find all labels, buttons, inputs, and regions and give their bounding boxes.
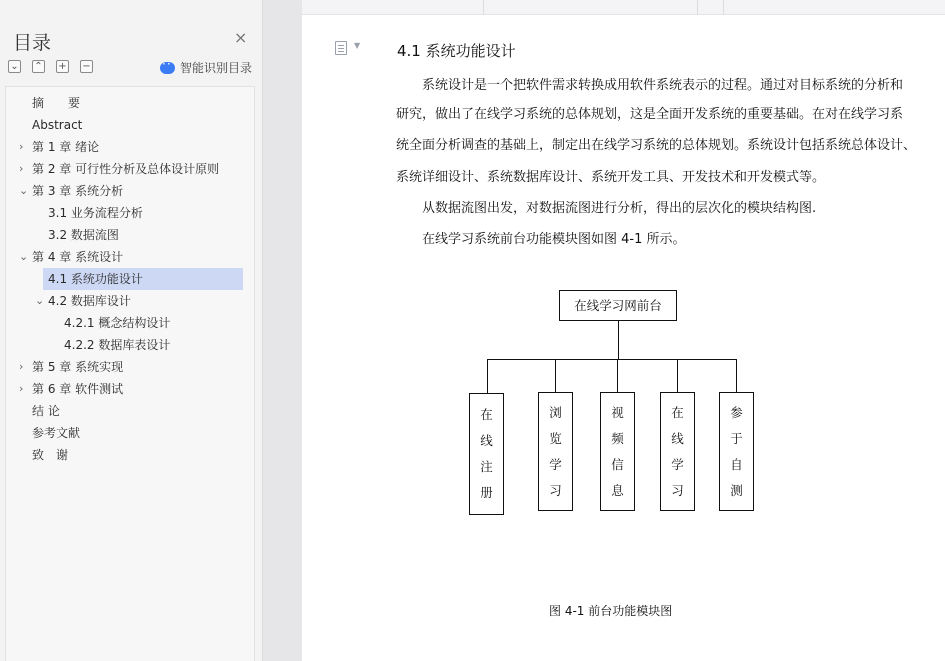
collapse-all-icon[interactable]: ⌄ [8, 60, 21, 73]
diagram-child-box: 在 线 学 习 [660, 392, 695, 511]
diagram-child-box: 浏 览 学 习 [538, 392, 573, 511]
toc-item-label: 第 4 章 系统设计 [32, 250, 124, 264]
paragraph-line: 从数据流图出发，对数据流图进行分析，得出的层次化的模块结构图. [422, 201, 817, 216]
toc-panel [0, 0, 263, 661]
toc-item[interactable] [32, 114, 82, 136]
chevron-right-icon[interactable]: › [19, 360, 24, 373]
smart-toc-button[interactable] [160, 59, 252, 76]
expand-up-icon[interactable]: ⌃ [32, 60, 45, 73]
toc-item[interactable] [48, 202, 143, 224]
paragraph-line: 研究，做出了在线学习系统的总体规划，这是全面开发系统的重要基础。在对在线学习系 [396, 107, 904, 122]
paragraph-line: 在线学习系统前台功能模块图如图 4-1 所示。 [422, 232, 686, 247]
close-icon[interactable]: × [234, 28, 248, 47]
diagram-connector [677, 359, 678, 392]
toc-item-label: 结 论 [32, 404, 60, 418]
toc-item-label: 第 3 章 系统分析 [32, 184, 124, 198]
figure-caption: 图 4-1 前台功能模块图 [549, 604, 673, 618]
toc-item[interactable] [32, 444, 68, 466]
toc-title: 目录 [13, 32, 52, 54]
remove-level-icon[interactable]: − [80, 60, 93, 73]
toc-item-label: 第 2 章 可行性分析及总体设计原则 [32, 162, 220, 176]
diagram-connector [487, 359, 488, 393]
smart-toc-label: 智能识别目录 [180, 61, 253, 75]
diagram-connector [617, 359, 618, 392]
section-heading: 4.1 系统功能设计 [397, 42, 516, 60]
paragraph-line: 系统详细设计、系统数据库设计、系统开发工具、开发技术和开发模式等。 [396, 170, 826, 185]
toc-item[interactable] [19, 180, 124, 202]
toc-item-label: 摘 要 [32, 96, 81, 110]
toc-item-label: 4.2 数据库设计 [48, 294, 131, 308]
chevron-down-icon[interactable]: ▼ [354, 41, 361, 50]
toc-item-label: 3.2 数据流图 [48, 228, 119, 242]
toc-item[interactable] [32, 92, 80, 114]
toc-item[interactable] [19, 136, 100, 158]
toc-item[interactable] [43, 268, 243, 290]
toc-item[interactable] [64, 334, 170, 356]
toc-item-label: 3.1 业务流程分析 [48, 206, 143, 220]
toc-item[interactable] [32, 400, 60, 422]
paragraph-line: 系统设计是一个把软件需求转换成用软件系统表示的过程。通过对目标系统的分析和 [422, 78, 904, 93]
chevron-down-icon[interactable]: ⌄ [19, 184, 29, 197]
toc-item[interactable] [35, 290, 131, 312]
toc-item-label: Abstract [32, 118, 83, 132]
diagram-child-box: 视 频 信 息 [600, 392, 635, 511]
chevron-right-icon[interactable]: › [19, 140, 24, 153]
chevron-right-icon[interactable]: › [19, 162, 24, 175]
diagram-root-box: 在线学习网前台 [559, 290, 677, 321]
toc-item[interactable] [48, 224, 119, 246]
doc-gutter [263, 0, 302, 661]
toc-item-label: 致 谢 [32, 448, 69, 462]
diagram-connector [555, 359, 556, 392]
top-ruler [302, 0, 945, 15]
toc-item-label: 4.2.2 数据库表设计 [64, 338, 171, 352]
toc-list [5, 86, 255, 661]
toc-item[interactable] [64, 312, 170, 334]
diagram-connector [487, 359, 736, 360]
toc-item-label: 第 5 章 系统实现 [32, 360, 124, 374]
document-outline-icon[interactable] [335, 41, 347, 55]
diagram-connector [618, 321, 619, 359]
toc-item-label: 4.2.1 概念结构设计 [64, 316, 171, 330]
toc-item[interactable] [19, 158, 220, 180]
toc-item-label: 4.1 系统功能设计 [48, 272, 143, 286]
toc-item[interactable] [19, 378, 124, 400]
diagram-child-box: 在 线 注 册 [469, 393, 504, 515]
chevron-right-icon[interactable]: › [19, 382, 24, 395]
toc-item[interactable] [19, 356, 124, 378]
toc-item-label: 参考文献 [32, 426, 81, 440]
paragraph-line: 统全面分析调查的基础上，制定出在线学习系统的总体规划。系统设计包括系统总体设计、 [396, 138, 917, 153]
add-level-icon[interactable]: + [56, 60, 69, 73]
toc-item[interactable] [32, 422, 80, 444]
diagram-connector [736, 359, 737, 392]
toc-item-label: 第 1 章 绪论 [32, 140, 100, 154]
chevron-down-icon[interactable]: ⌄ [19, 250, 29, 263]
chevron-down-icon[interactable]: ⌄ [35, 294, 45, 307]
toc-item-label: 第 6 章 软件测试 [32, 382, 124, 396]
ai-bubble-icon [160, 62, 175, 74]
diagram-child-box: 参 于 自 测 [719, 392, 754, 511]
toc-item[interactable] [19, 246, 124, 268]
